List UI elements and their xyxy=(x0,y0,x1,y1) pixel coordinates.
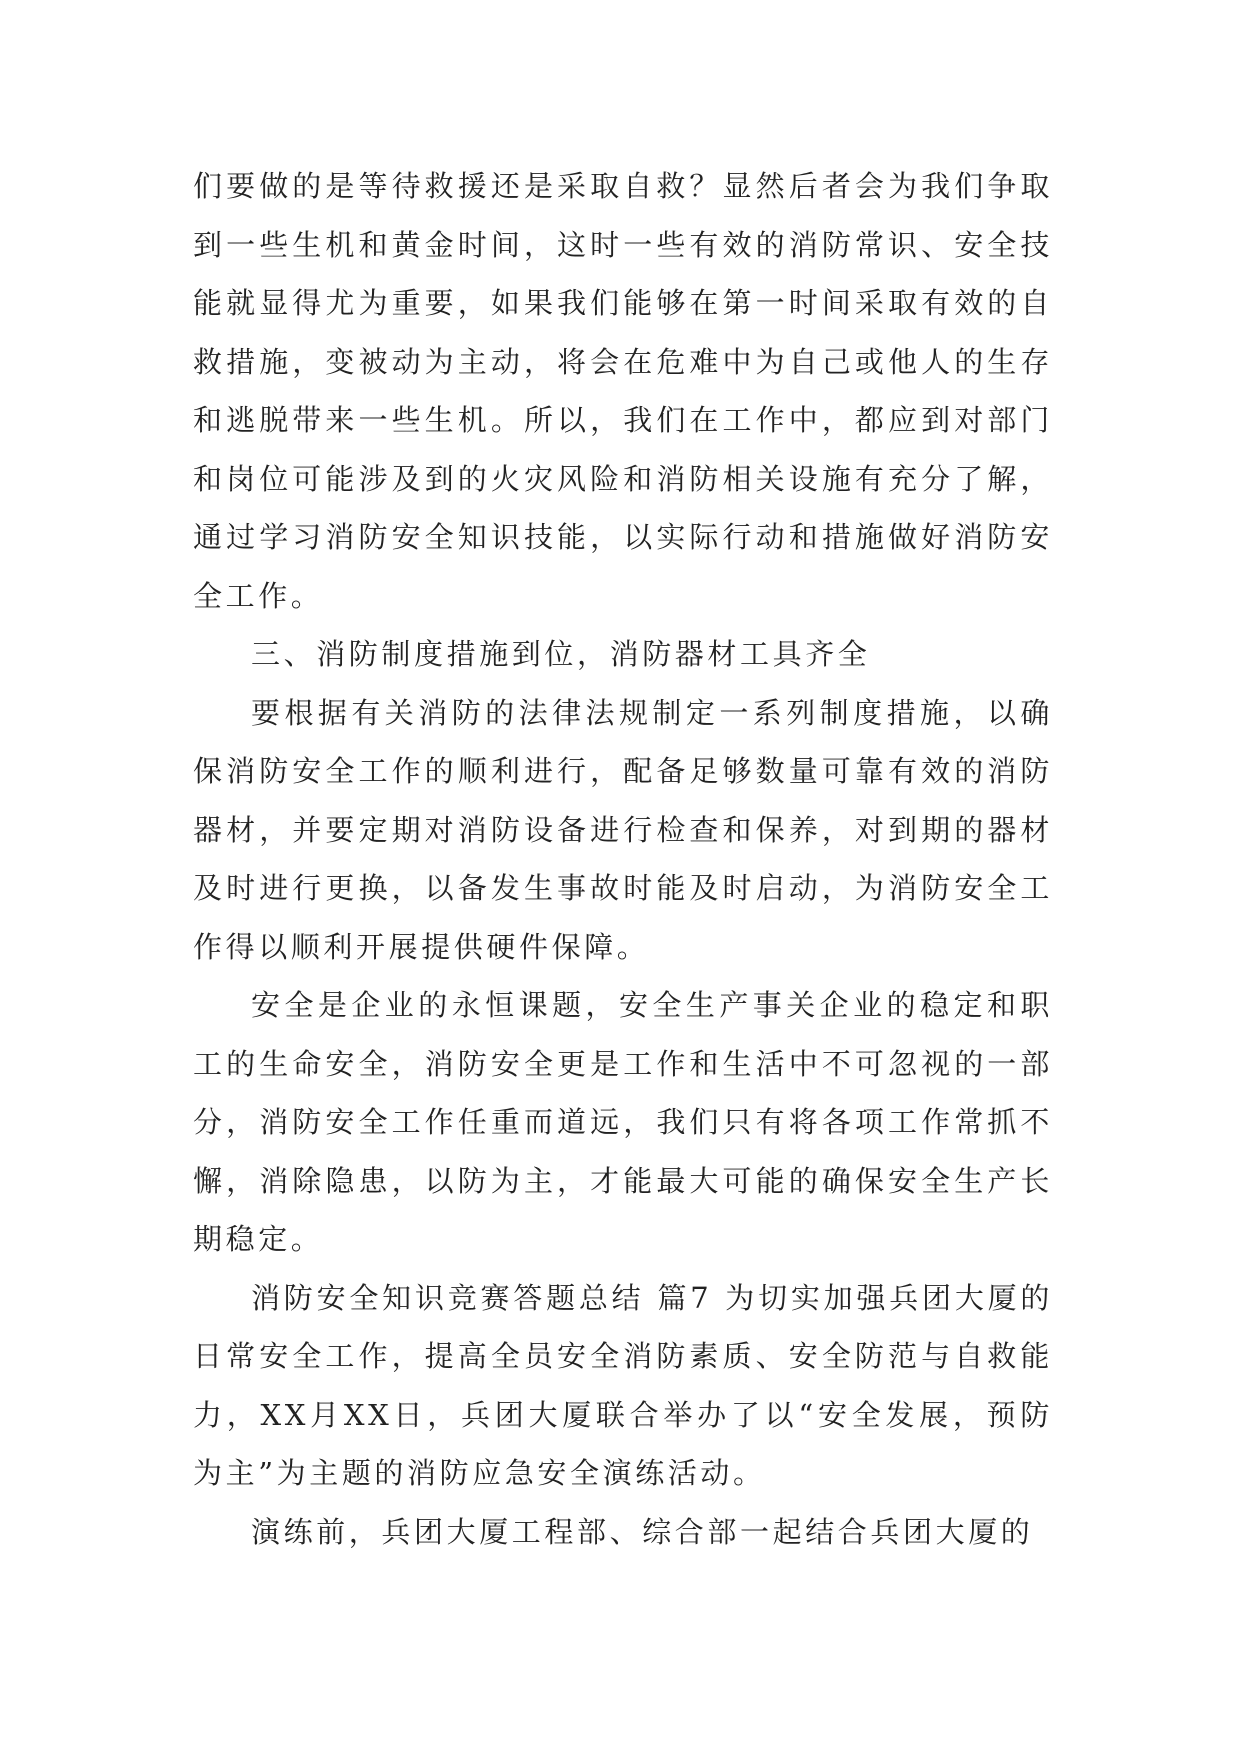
document-body xyxy=(193,157,1053,1561)
paragraph-3: 要根据有关消防的法律法规制定一系列制度措施，以确保消防安全工作的顺利进行，配备足够数量可靠有效的消防器材，并要定期对消防设备进行检查和保养，对到期的器材及时进行更换，以备发生事故时能及时启动，为消防安全工作得以顺利开展提供硬件保障。 xyxy=(193,695,1053,964)
paragraph-5: 消防安全知识竞赛答题总结 篇7 为切实加强兵团大厦的日常安全工作，提高全员安全消防素质、安全防范与自救能力，XX月XX日，兵团大厦联合举办了以“安全发展，预防为主”为主题的消防应急安全演练活动。 xyxy=(193,1280,1053,1490)
paragraph-2-section-heading: 三、消防制度措施到位，消防器材工具齐全 xyxy=(251,637,871,671)
paragraph-4: 安全是企业的永恒课题，安全生产事关企业的稳定和职工的生命安全，消防安全更是工作和生活中不可忽视的一部分，消防安全工作任重而道远，我们只有将各项工作常抓不懈，消除隐患，以防为主，才能最大可能的确保安全生产长期稳定。 xyxy=(193,988,1053,1256)
paragraph-6: 演练前，兵团大厦工程部、综合部一起结合兵团大厦的 xyxy=(251,1514,1034,1549)
paragraph-1: 们要做的是等待救援还是采取自救？显然后者会为我们争取到一些生机和黄金时间，这时一些有效的消防常识、安全技能就显得尤为重要，如果我们能够在第一时间采取有效的自救措施，变被动为主动，将会在危难中为自己或他人的生存和逃脱带来一些生机。所以，我们在工作中，都应到对部门和岗位可能涉及到的火灾风险和消防相关设施有充分了解，通过学习消防安全知识技能，以实际行动和措施做好消防安全工作。 xyxy=(193,169,1053,613)
